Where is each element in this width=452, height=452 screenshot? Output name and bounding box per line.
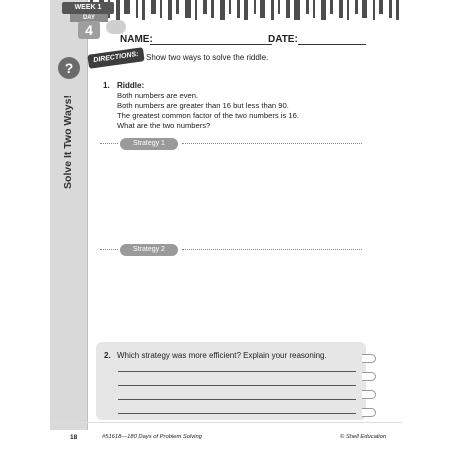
riddle-line: Both numbers are greater than 16 but less than 90. xyxy=(117,101,289,110)
question-2-text: Which strategy was more efficient? Explain your reasoning. xyxy=(117,351,327,360)
answer-line[interactable] xyxy=(118,413,356,414)
strategy-1-divider xyxy=(100,138,362,150)
riddle-line: What are the two numbers? xyxy=(117,121,211,130)
decorative-stripe xyxy=(185,0,191,18)
decorative-stripe xyxy=(313,0,315,18)
decorative-stripe xyxy=(355,0,358,14)
decorative-stripe xyxy=(211,0,214,18)
decorative-stripe xyxy=(195,0,197,20)
top-decorative-stripes xyxy=(88,0,402,20)
answer-line[interactable] xyxy=(118,385,356,386)
riddle-line: Both numbers are even. xyxy=(117,91,199,100)
decorative-stripe xyxy=(271,0,274,20)
strategy-1-workspace[interactable] xyxy=(100,152,362,240)
footer-publication: #51618—180 Days of Problem Solving xyxy=(102,434,202,440)
decorative-stripe xyxy=(220,0,225,20)
decorative-stripe xyxy=(321,0,326,20)
decorative-stripe xyxy=(362,0,367,18)
strategy-2-workspace[interactable] xyxy=(100,258,362,338)
date-field[interactable] xyxy=(298,44,366,45)
decorative-stripe xyxy=(306,0,309,14)
date-label: DATE: xyxy=(268,34,298,45)
dotted-rule xyxy=(182,143,362,144)
decorative-stripe xyxy=(389,0,392,18)
answer-line[interactable] xyxy=(118,399,356,400)
cloud-icon xyxy=(106,20,126,34)
week-day-badge xyxy=(62,0,118,40)
decorative-stripe xyxy=(286,0,290,18)
page-number: 18 xyxy=(70,434,78,441)
directions-label: DIRECTIONS: xyxy=(87,47,144,69)
decorative-stripe xyxy=(168,0,172,20)
directions-text: Show two ways to solve the riddle. xyxy=(146,53,269,62)
riddle-line: The greatest common factor of the two numbers is 16. xyxy=(117,111,299,120)
riddle-text xyxy=(117,91,299,131)
decorative-stripe xyxy=(294,0,300,20)
answer-line[interactable] xyxy=(118,371,356,372)
question-mark-icon: ? xyxy=(58,57,80,79)
decorative-stripe xyxy=(160,0,162,18)
decorative-stripe xyxy=(339,0,343,18)
decorative-stripe xyxy=(124,0,130,14)
day-label: DAY xyxy=(70,14,108,22)
binder-ring-icon xyxy=(362,390,376,399)
question-1-number: 1. xyxy=(103,81,110,90)
decorative-stripe xyxy=(203,0,207,14)
week-label: WEEK 1 xyxy=(62,2,114,14)
question-1-title: Riddle: xyxy=(117,81,145,90)
side-title-text: Solve It Two Ways! xyxy=(62,95,74,189)
decorative-stripe xyxy=(396,0,399,20)
footer-copyright: © Shell Education xyxy=(340,434,387,440)
decorative-stripe xyxy=(237,0,240,18)
strategy-2-label: Strategy 2 xyxy=(120,244,178,256)
dotted-rule xyxy=(182,249,362,250)
decorative-stripe xyxy=(244,0,248,20)
decorative-stripe xyxy=(330,0,333,14)
strategy-2-divider xyxy=(100,244,362,256)
name-label: NAME: xyxy=(120,34,153,45)
decorative-stripe xyxy=(136,0,138,18)
decorative-stripe xyxy=(379,0,383,14)
decorative-stripe xyxy=(347,0,349,20)
decorative-stripe xyxy=(142,0,145,20)
binder-ring-icon xyxy=(362,372,376,381)
decorative-stripe xyxy=(278,0,280,14)
side-title xyxy=(54,82,82,202)
day-number: 4 xyxy=(78,21,100,39)
binder-ring-icon xyxy=(362,354,376,363)
name-field[interactable] xyxy=(150,44,272,45)
decorative-stripe xyxy=(373,0,375,20)
dotted-rule xyxy=(100,143,118,144)
decorative-stripe xyxy=(254,0,256,14)
strategy-1-label: Strategy 1 xyxy=(120,138,178,150)
question-2-number: 2. xyxy=(104,351,111,360)
binder-ring-icon xyxy=(362,408,376,417)
decorative-stripe xyxy=(176,0,179,14)
decorative-stripe xyxy=(229,0,231,14)
dotted-rule xyxy=(100,249,118,250)
decorative-stripe xyxy=(151,0,156,14)
decorative-stripe xyxy=(260,0,265,18)
